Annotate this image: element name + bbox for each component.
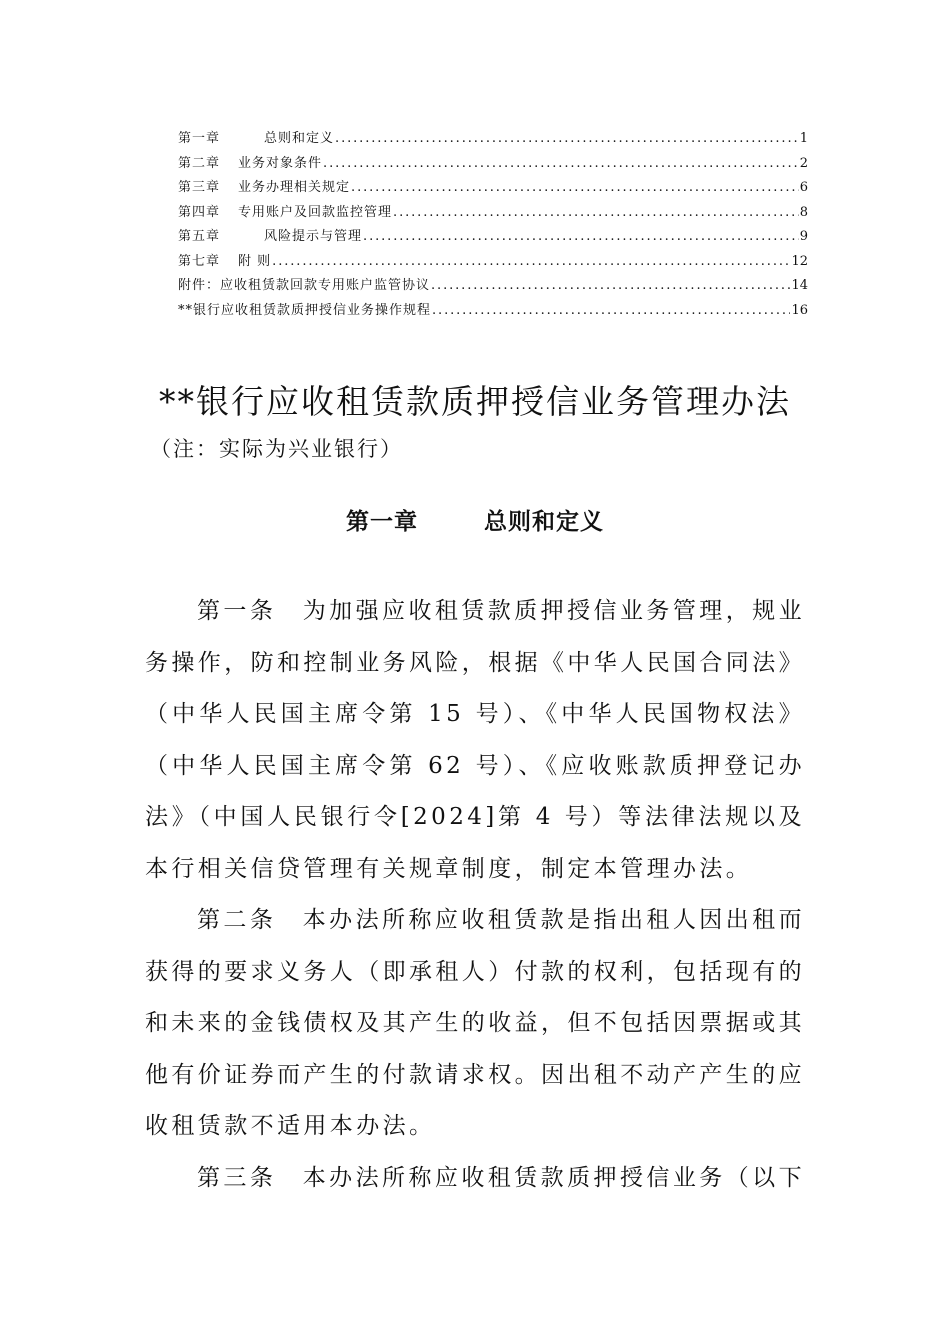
toc-page: 6 [799,180,808,195]
toc-page: 9 [799,229,808,244]
toc-entry[interactable] [178,274,808,299]
article-label: 第一条 [197,598,277,624]
toc-chapter: 第七章 [178,253,221,269]
article-text: 本办法所称应收租赁款是指出租人因出租而获得的要求义务人（即承租人）付款的权利，包括现有的和未来的金钱债权及其产生的收益，但不包括因票据或其他有价证券而产生的付款请求权。因出租不动产产生的应收租赁款不适用本办法。 [145,907,805,1139]
toc-chapter: 第三章 [178,180,221,195]
toc-leader [431,278,790,293]
chapter-title: 总则和定义 [484,508,604,535]
toc-chapter: 第二章 [178,155,221,171]
chapter-heading [0,503,950,536]
toc-page: 2 [799,155,808,171]
toc-page: 8 [799,204,808,220]
toc-entry[interactable] [178,225,808,250]
toc-chapter: 第五章 [178,229,221,244]
toc-leader [363,229,799,244]
toc-title: 业务办理相关规定 [238,180,351,195]
toc-entry[interactable] [178,127,808,152]
toc-leader [323,156,799,171]
toc-leader [351,180,799,195]
toc-page: 1 [799,131,808,146]
toc-chapter: 第一章 [178,131,221,146]
toc-entry[interactable] [178,152,808,177]
article-label: 第三条 [197,1164,277,1191]
toc-title: 业务对象条件 [238,155,323,171]
toc-title: 总则和定义 [264,131,335,146]
toc-page: 14 [791,278,808,293]
article-label: 第二条 [197,907,277,933]
toc-entry[interactable] [178,176,808,201]
toc-title: **银行应收租赁款质押授信业务操作规程 [178,302,432,318]
article-text: 本办法所称应收租赁款质押授信业务（以下 [302,1164,805,1191]
toc-entry[interactable] [178,299,808,324]
document-note: （注：实际为兴业银行） [150,437,403,461]
document-title: **银行应收租赁款质押授信业务管理办法 [159,382,791,421]
toc-title: 专用账户及回款监控管理 [238,204,393,220]
toc-page: 16 [791,302,808,318]
toc-title: 附件：应收租赁款回款专用账户监管协议 [178,278,431,293]
toc-title: 附 则 [238,253,272,269]
table-of-contents [178,127,808,323]
toc-leader [335,131,799,146]
toc-page: 12 [791,253,808,269]
document-body [145,586,805,1204]
article-paragraph [145,1153,805,1205]
toc-leader [272,254,790,269]
toc-chapter: 第四章 [178,204,221,220]
article-paragraph [145,895,805,1153]
chapter-number: 第一章 [346,508,418,535]
article-text: 为加强应收租赁款质押授信业务管理，规业务操作，防和控制业务风险，根据《中华人民国合同法》（中华人民国主席令第 15 号）、《中华人民国物权法》（中华人民国主席令第 62 号）、《应收账款质押登记办法》（中国人民银行令[2024]第 4 号）等法律法规以及本行相关信贷管理有关规章制度，制定本管理办法。 [145,598,805,882]
toc-entry[interactable] [178,250,808,275]
toc-leader [393,205,799,220]
toc-entry[interactable] [178,201,808,226]
toc-title: 风险提示与管理 [264,229,363,244]
toc-leader [432,303,790,318]
article-paragraph [145,586,805,895]
